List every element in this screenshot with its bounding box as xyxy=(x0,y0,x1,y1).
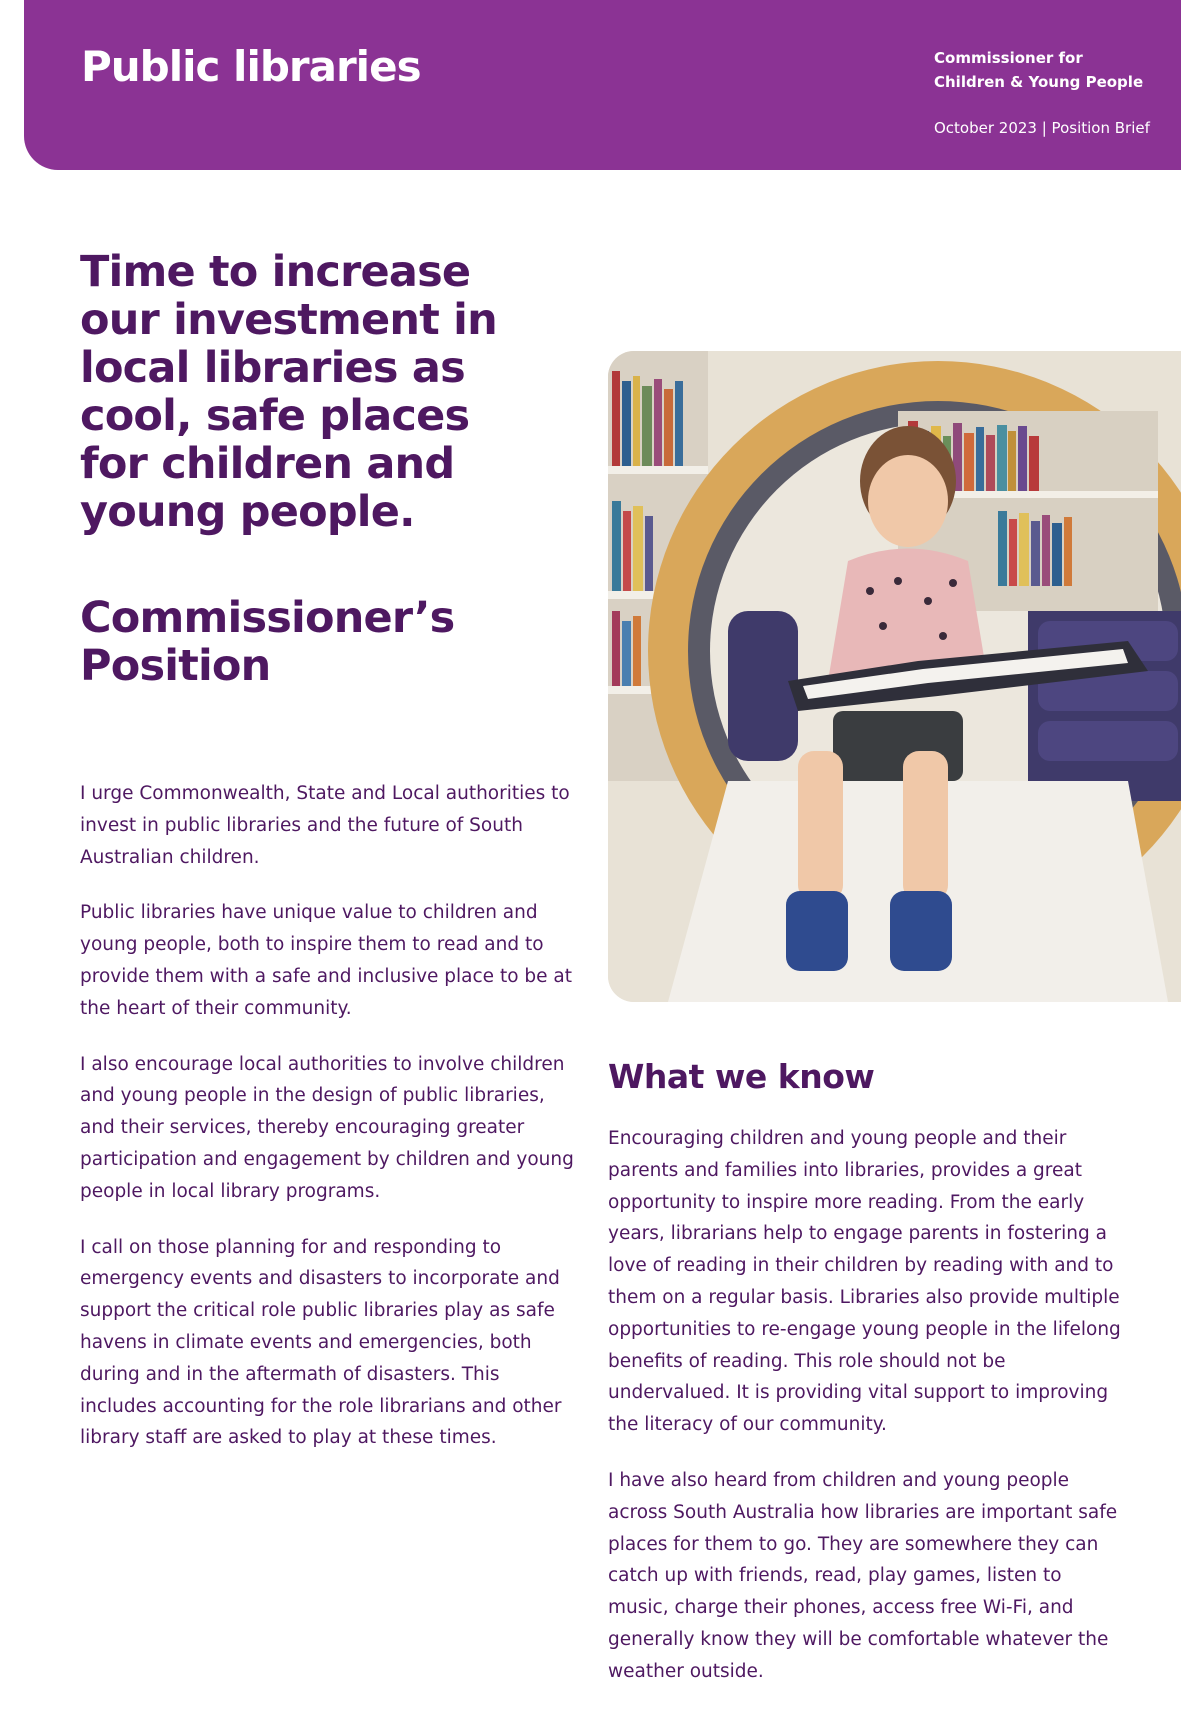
org-line-1: Commissioner for xyxy=(934,49,1083,67)
header-organisation xyxy=(934,46,1143,94)
headline: Time to increase our investment in local libraries as cool, safe places for children and young people. xyxy=(80,247,497,537)
position-paragraph: I call on those planning for and responding to emergency events and disasters to incorporate and support the critical role public libraries play as safe havens in climate events and emergencies, both during and in the aftermath of disasters. This includes accounting for the role librarians and other library staff are asked to play at these times. xyxy=(80,1236,562,1449)
position-paragraph: I urge Commonwealth, State and Local authorities to invest in public libraries and the future of South Australian children. xyxy=(80,783,570,868)
header-title: Public libraries xyxy=(81,42,421,91)
what-we-know-title: What we know xyxy=(608,1057,875,1096)
position-paragraph: I also encourage local authorities to involve children and young people in the design of public libraries, and their services, thereby encouraging greater participation and engagement by children and young people in local library programs. xyxy=(80,1053,574,1202)
position-title: Commissioner’s Position xyxy=(80,593,455,691)
position-paragraph: Public libraries have unique value to children and young people, both to inspire them to read and to provide them with a safe and inclusive place to be at the heart of their community. xyxy=(80,902,572,1019)
know-paragraph: Encouraging children and young people and their parents and families into libraries, provides a great opportunity to inspire more reading. From the early years, librarians help to engage parents in fostering a love of reading in their children by reading with and to them on a regular basis. Libraries also provide multiple opportunities to re-engage young people in the lifelong benefits of reading. This role should not be undervalued. It is providing vital support to improving the literacy of our community. xyxy=(608,1128,1121,1436)
org-line-2: Children & Young People xyxy=(934,73,1144,91)
what-we-know-body xyxy=(608,1123,1128,1712)
header-banner xyxy=(24,0,1181,170)
know-paragraph: I have also heard from children and young people across South Australia how libraries are important safe places for them to go. They are somewhere they can catch up with friends, read, play games, listen to music, charge their phones, access free Wi-Fi, and generally know they will be comfortable whatever the weather outside. xyxy=(608,1469,1118,1682)
header-date: October 2023 | Position Brief xyxy=(934,119,1150,137)
position-body xyxy=(80,778,580,1478)
photo-boy-reading-in-library xyxy=(608,351,1181,1002)
library-illustration xyxy=(608,351,1181,1002)
